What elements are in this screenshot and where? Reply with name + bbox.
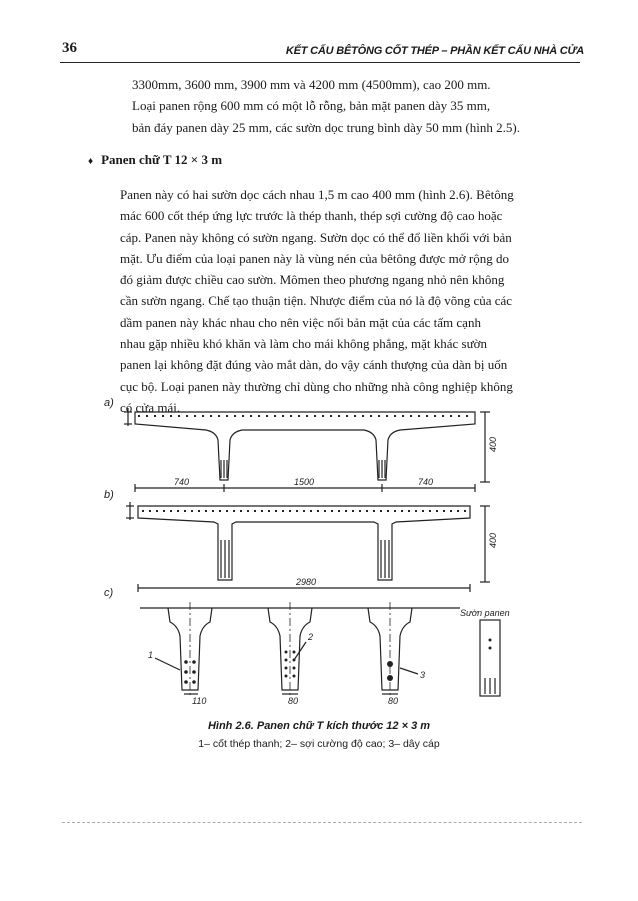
text-line: có cửa mái.	[120, 399, 181, 415]
diamond-bullet-icon: ♦	[88, 156, 94, 167]
text-line: Loại panen rộng 600 mm có một lỗ rỗng, bản mặt panen dày 35 mm,	[132, 98, 491, 114]
label-c: c)	[104, 587, 114, 599]
paragraph-continued	[132, 74, 572, 138]
text-line: cáp. Panen này không có sườn ngang. Sườn dọc có thể đổ liền khối với bản	[120, 229, 512, 245]
footer-rule	[62, 822, 582, 823]
rebar-dots	[184, 639, 491, 684]
callout-3: 3	[420, 670, 426, 680]
dim-740-left: 740	[174, 477, 190, 487]
section-heading	[88, 152, 222, 168]
dim-400-b: 400	[488, 532, 498, 548]
dim-2980: 2980	[296, 577, 317, 587]
rib-label: Sườn panen	[460, 608, 510, 618]
text-line: cần sườn ngang. Chế tạo thuận tiện. Nhược điểm của nó là độ võng của các	[120, 293, 513, 309]
label-b: b)	[104, 489, 114, 501]
callout-2: 2	[308, 632, 314, 642]
text-line: panen lại không đặt đúng vào mắt dàn, do vậy cánh thượng của dàn bị uốn	[120, 357, 508, 373]
dim-110: 110	[192, 696, 207, 706]
text-line: Panen này có hai sườn dọc cách nhau 1,5 m cao 400 mm (hình 2.6). Bêtông	[120, 187, 514, 202]
text-line: đó giảm được chiều cao sườn. Mômen theo phương ngang nhỏ nên không	[120, 272, 505, 288]
label-a: a)	[104, 397, 114, 409]
dim-1500: 1500	[294, 477, 315, 487]
dim-80-b: 80	[388, 696, 399, 706]
text-line: mặt. Ưu điểm của loại panen này là vùng nén của bêtông được mở rộng do	[120, 250, 509, 266]
figure-legend: 1– cốt thép thanh; 2– sợi cường độ cao; 3– dây cáp	[198, 738, 440, 750]
text-line: dầm panen này khác nhau cho nên việc nối bản mặt của các tấm cạnh	[120, 314, 481, 330]
t-panel-drawing	[100, 390, 540, 710]
text-line: 3300mm, 3600 mm, 3900 mm và 4200 mm (4500mm), cao 200 mm.	[132, 77, 491, 92]
dim-740-right: 740	[418, 477, 434, 487]
header-rule	[60, 62, 580, 63]
text-line: mác 600 cốt thép ứng lực trước là thép thanh, thép sợi cường độ cao hoặc	[120, 208, 503, 224]
text-line: nhau gặp nhiều khó khăn và làm cho mái không phẳng, mặt khác sườn	[120, 336, 488, 352]
section-heading-text: Panen chữ T 12 × 3 m	[101, 152, 223, 167]
paragraph-main	[120, 184, 570, 418]
text-line: bản đáy panen dày 25 mm, các sườn dọc trung bình dày 50 mm (hình 2.5).	[132, 119, 520, 135]
figure-caption: Hình 2.6. Panen chữ T kích thước 12 × 3 m	[207, 720, 431, 732]
page-number: 36	[62, 40, 77, 56]
running-title: KẾT CẤU BÊTÔNG CỐT THÉP – PHẦN KẾT CẤU NHÀ CỬA	[285, 45, 584, 57]
dim-80-a: 80	[288, 696, 299, 706]
text-line: cục bộ. Loại panen này thường chỉ dùng cho những nhà công nghiệp không	[120, 378, 513, 394]
callout-1: 1	[148, 650, 154, 660]
dim-400-a: 400	[488, 436, 498, 452]
